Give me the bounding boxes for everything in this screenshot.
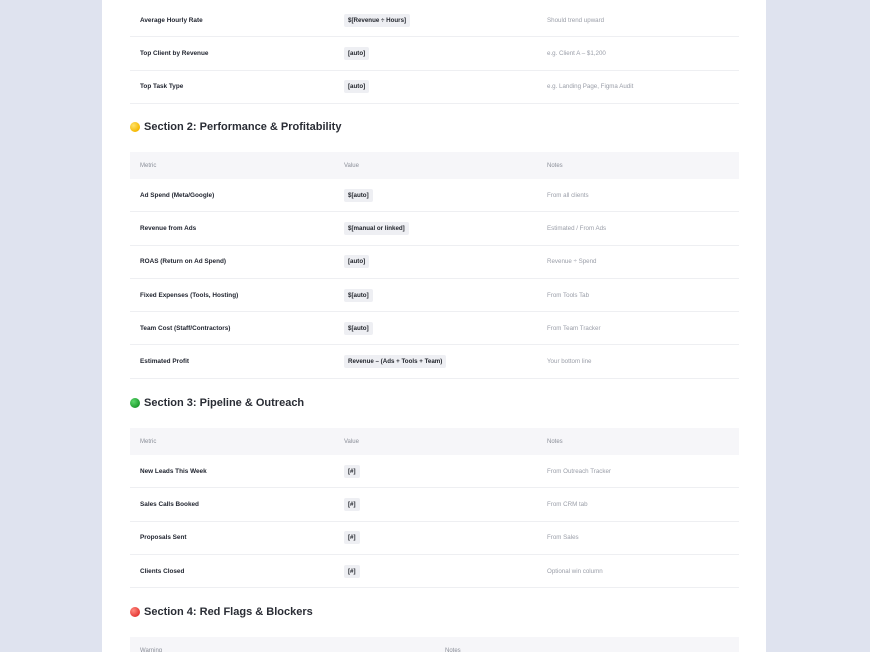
- table-row: [130, 279, 739, 312]
- value-chip: [auto]: [344, 47, 369, 60]
- table-row: [130, 312, 739, 345]
- note-text: From CRM tab: [547, 500, 588, 508]
- yellow-circle-icon: [130, 122, 140, 132]
- note-text: From Tools Tab: [547, 291, 590, 299]
- table-row: [130, 37, 739, 70]
- table-row: [130, 345, 739, 378]
- table-row: [130, 488, 739, 521]
- value-chip: [auto]: [344, 255, 369, 268]
- document-page: [102, 0, 766, 652]
- note-text: From Sales: [547, 534, 579, 542]
- value-chip: [#]: [344, 465, 360, 478]
- metric-label: Sales Calls Booked: [140, 500, 199, 508]
- metric-label: Top Client by Revenue: [140, 49, 209, 57]
- red-flags-table: [130, 637, 739, 652]
- section-title: Section 3: Pipeline & Outreach: [144, 397, 305, 409]
- column-header-warning: Warning: [140, 647, 163, 652]
- table-row: [130, 455, 739, 488]
- metric-label: Clients Closed: [140, 567, 185, 575]
- section-title: Section 4: Red Flags & Blockers: [144, 606, 313, 618]
- column-header-notes: Notes: [445, 647, 461, 652]
- value-chip: $[Revenue ÷ Hours]: [344, 14, 410, 27]
- value-chip: [#]: [344, 498, 360, 511]
- table-header-row: [130, 152, 739, 179]
- value-chip: $[auto]: [344, 189, 373, 202]
- column-header-notes: Notes: [547, 438, 563, 445]
- table-header-row: [130, 428, 739, 455]
- summary-table: [130, 4, 739, 104]
- table-header-row: [130, 637, 739, 652]
- table-row: [130, 179, 739, 212]
- metric-label: Ad Spend (Meta/Google): [140, 191, 215, 199]
- column-header-metric: Metric: [140, 438, 157, 445]
- section-heading: [130, 121, 341, 133]
- note-text: e.g. Client A – $1,200: [547, 49, 606, 57]
- note-text: Estimated / From Ads: [547, 224, 607, 232]
- note-text: Optional win column: [547, 567, 603, 575]
- note-text: Revenue ÷ Spend: [547, 258, 597, 266]
- value-chip: $[manual or linked]: [344, 222, 409, 235]
- table-row: [130, 4, 739, 37]
- table-row: [130, 522, 739, 555]
- note-text: Your bottom line: [547, 358, 592, 366]
- metric-label: Estimated Profit: [140, 358, 190, 366]
- metric-label: New Leads This Week: [140, 467, 207, 475]
- column-header-value: Value: [344, 438, 359, 445]
- note-text: From all clients: [547, 191, 589, 199]
- table-row: [130, 71, 739, 104]
- column-header-value: Value: [344, 162, 359, 169]
- metric-label: Proposals Sent: [140, 534, 187, 542]
- value-chip: [#]: [344, 531, 360, 544]
- performance-table: [130, 152, 739, 379]
- column-header-notes: Notes: [547, 162, 563, 169]
- metric-label: Team Cost (Staff/Contractors): [140, 324, 231, 332]
- green-circle-icon: [130, 398, 140, 408]
- metric-label: Top Task Type: [140, 83, 184, 91]
- value-chip: Revenue – (Ads + Tools + Team): [344, 355, 446, 368]
- metric-label: Average Hourly Rate: [140, 16, 203, 24]
- section-heading: [130, 397, 304, 409]
- red-circle-icon: [130, 607, 140, 617]
- metric-label: Fixed Expenses (Tools, Hosting): [140, 291, 239, 299]
- metric-label: Revenue from Ads: [140, 224, 197, 232]
- note-text: e.g. Landing Page, Figma Audit: [547, 83, 634, 91]
- table-row: [130, 246, 739, 279]
- section-title: Section 2: Performance & Profitability: [144, 121, 342, 133]
- table-row: [130, 212, 739, 245]
- note-text: From Team Tracker: [547, 324, 601, 332]
- value-chip: [#]: [344, 565, 360, 578]
- section-heading: [130, 606, 313, 618]
- note-text: From Outreach Tracker: [547, 467, 611, 475]
- value-chip: $[auto]: [344, 322, 373, 335]
- pipeline-table: [130, 428, 739, 588]
- metric-label: ROAS (Return on Ad Spend): [140, 258, 227, 266]
- value-chip: $[auto]: [344, 289, 373, 302]
- column-header-metric: Metric: [140, 162, 157, 169]
- note-text: Should trend upward: [547, 16, 605, 24]
- table-row: [130, 555, 739, 588]
- value-chip: [auto]: [344, 80, 369, 93]
